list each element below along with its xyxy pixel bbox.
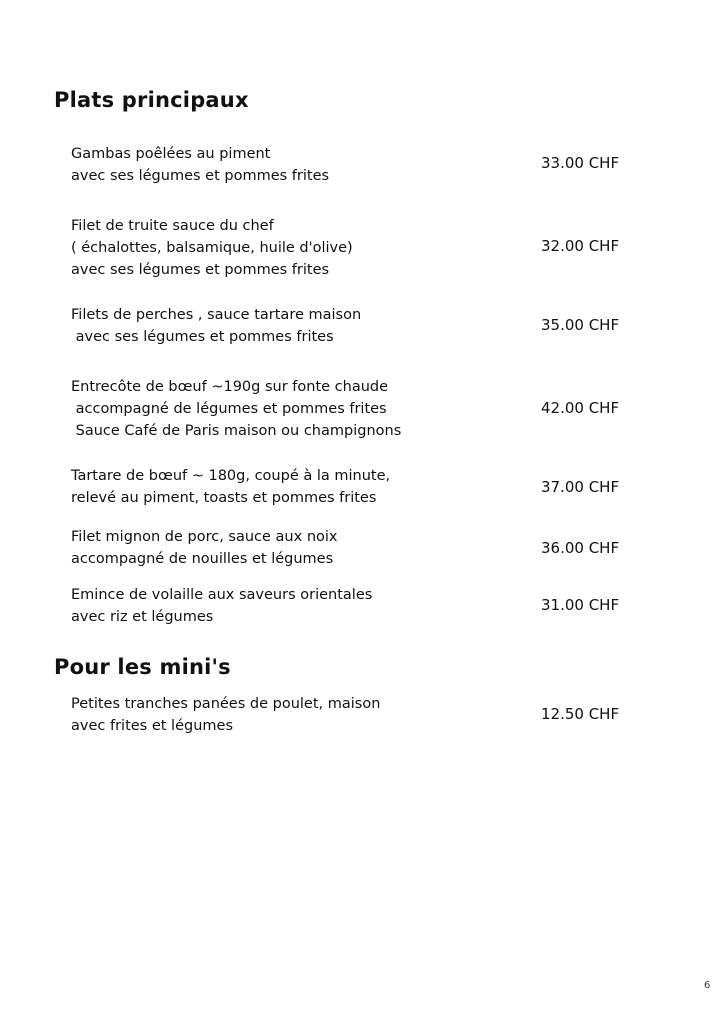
item-line: avec frites et légumes <box>71 718 233 734</box>
item-description <box>71 143 329 187</box>
item-price: 32.00 CHF <box>541 237 620 255</box>
item-line: accompagné de nouilles et légumes <box>71 551 334 567</box>
item-line: avec ses légumes et pommes frites <box>71 329 334 345</box>
item-line: Tartare de bœuf ~ 180g, coupé à la minute, <box>71 468 391 484</box>
item-price: 42.00 CHF <box>541 399 620 417</box>
item-line: Filet mignon de porc, sauce aux noix <box>71 529 338 545</box>
item-line: Sauce Café de Paris maison ou champignons <box>71 423 402 439</box>
item-line: Entrecôte de bœuf ~190g sur fonte chaude <box>71 379 389 395</box>
item-description <box>71 465 390 509</box>
page-number: 6 <box>704 980 711 991</box>
item-line: Filets de perches , sauce tartare maison <box>71 307 362 323</box>
item-line: Petites tranches panées de poulet, maison <box>71 696 381 712</box>
item-price: 31.00 CHF <box>541 596 620 614</box>
item-description <box>71 693 380 737</box>
item-description <box>71 304 361 348</box>
item-description <box>71 376 401 442</box>
item-line: Gambas poêlées au piment <box>71 146 271 162</box>
item-line: ( échalottes, balsamique, huile d'olive) <box>71 240 353 256</box>
item-line: avec ses légumes et pommes frites <box>71 168 330 184</box>
item-line: relevé au piment, toasts et pommes frites <box>71 490 377 506</box>
item-description <box>71 215 353 281</box>
section-title-pour-les-minis: Pour les mini's <box>54 655 231 679</box>
item-description <box>71 526 338 570</box>
item-line: accompagné de légumes et pommes frites <box>71 401 387 417</box>
item-line: avec ses légumes et pommes frites <box>71 262 330 278</box>
item-line: Filet de truite sauce du chef <box>71 218 274 234</box>
item-price: 35.00 CHF <box>541 316 620 334</box>
item-price: 33.00 CHF <box>541 154 620 172</box>
item-price: 37.00 CHF <box>541 478 620 496</box>
item-price: 36.00 CHF <box>541 539 620 557</box>
item-line: avec riz et légumes <box>71 609 214 625</box>
item-line: Emince de volaille aux saveurs orientales <box>71 587 373 603</box>
section-title-plats-principaux: Plats principaux <box>54 88 249 112</box>
item-price: 12.50 CHF <box>541 705 620 723</box>
item-description <box>71 584 372 628</box>
